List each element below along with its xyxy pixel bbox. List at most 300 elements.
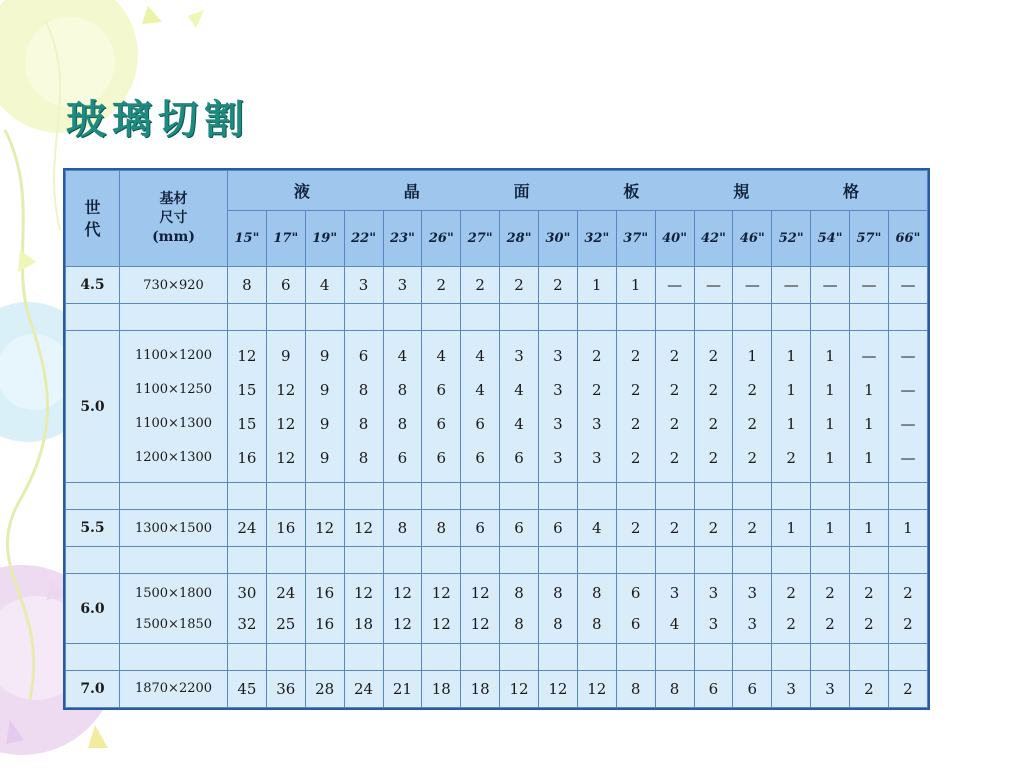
panel-count-value: 24 xyxy=(354,679,374,698)
panel-count-value: 30 xyxy=(237,583,257,602)
panel-count-value: 12 xyxy=(276,448,296,467)
empty-cell xyxy=(228,644,267,671)
panel-count-value: 2 xyxy=(669,414,680,433)
panel-count-value: 12 xyxy=(509,679,529,698)
material-header-line-3: (mm) xyxy=(152,229,195,245)
panel-count-value: 1 xyxy=(903,519,913,538)
panel-size-header: 26" xyxy=(422,211,461,267)
empty-cell xyxy=(888,644,927,671)
panel-size-header: 28" xyxy=(500,211,539,267)
panel-count-cell xyxy=(694,573,733,643)
panel-count-value: 2 xyxy=(669,380,680,399)
empty-cell xyxy=(383,547,422,574)
empty-cell xyxy=(228,547,267,574)
panel-count-value: 32 xyxy=(237,614,257,633)
generation-header-char-2: 代 xyxy=(84,219,101,239)
panel-count-value: 2 xyxy=(669,519,680,538)
empty-cell xyxy=(344,304,383,331)
panel-count-value: — xyxy=(861,346,877,365)
generation-row xyxy=(66,330,928,482)
panel-count-value: 2 xyxy=(903,679,913,698)
panel-count-value: 6 xyxy=(630,614,641,633)
panel-count-value: 1 xyxy=(825,448,835,467)
panel-count-value: 1 xyxy=(864,519,874,538)
panel-count-value: 8 xyxy=(242,276,252,295)
panel-count-value: 28 xyxy=(315,679,335,698)
empty-cell xyxy=(461,644,500,671)
panel-count-cell xyxy=(422,573,461,643)
empty-cell xyxy=(888,483,927,510)
empty-cell xyxy=(120,644,228,671)
panel-count-cell xyxy=(461,670,500,707)
panel-size-header: 40" xyxy=(655,211,694,267)
panel-count-value: 15 xyxy=(237,414,257,433)
panel-count-value: 6 xyxy=(358,346,369,365)
panel-count-value: 6 xyxy=(475,519,485,538)
panel-count-value: 3 xyxy=(747,614,758,633)
panel-count-value: 1 xyxy=(864,380,874,399)
generation-header xyxy=(66,171,120,267)
panel-count-value: 6 xyxy=(475,448,485,467)
panel-spec-char: 規 xyxy=(733,182,752,201)
panel-count-value: 12 xyxy=(237,346,257,365)
empty-cell xyxy=(694,644,733,671)
panel-count-cell xyxy=(383,510,422,547)
empty-cell xyxy=(500,644,539,671)
empty-cell xyxy=(305,644,344,671)
material-size-cell xyxy=(120,267,228,304)
empty-cell xyxy=(539,547,578,574)
deco-triangle xyxy=(18,250,36,272)
empty-cell xyxy=(266,483,305,510)
empty-cell xyxy=(539,304,578,331)
panel-count-value: 12 xyxy=(392,614,412,633)
panel-count-value: 1 xyxy=(864,448,874,467)
panel-count-cell xyxy=(266,510,305,547)
empty-cell xyxy=(422,304,461,331)
panel-count-cell xyxy=(500,267,539,304)
panel-size-header: 17" xyxy=(266,211,305,267)
panel-count-value: 2 xyxy=(786,448,796,467)
panel-count-cell xyxy=(655,510,694,547)
panel-count-value: 2 xyxy=(747,414,758,433)
panel-count-value: 8 xyxy=(514,614,524,633)
panel-count-value: 8 xyxy=(592,614,602,633)
panel-count-cell xyxy=(888,573,927,643)
panel-count-value: 2 xyxy=(630,519,641,538)
panel-count-cell xyxy=(383,573,422,643)
panel-size-header: 42" xyxy=(694,211,733,267)
panel-count-value: 8 xyxy=(669,679,680,698)
empty-cell xyxy=(850,304,889,331)
panel-count-value: 2 xyxy=(747,448,758,467)
panel-count-cell xyxy=(616,267,655,304)
empty-cell xyxy=(383,483,422,510)
panel-count-cell xyxy=(655,267,694,304)
panel-count-value: 12 xyxy=(587,679,607,698)
panel-count-value: 8 xyxy=(553,614,563,633)
panel-count-value: 3 xyxy=(669,583,680,602)
material-size-cell xyxy=(120,330,228,482)
panel-count-value: 8 xyxy=(592,583,602,602)
empty-cell xyxy=(772,483,811,510)
panel-count-value: 21 xyxy=(392,679,412,698)
panel-count-cell xyxy=(772,330,811,482)
panel-count-cell xyxy=(850,330,889,482)
panel-count-value: 25 xyxy=(276,614,296,633)
panel-count-value: 2 xyxy=(708,414,719,433)
panel-count-value: 16 xyxy=(315,614,335,633)
panel-count-value: 6 xyxy=(553,519,563,538)
panel-count-value: — xyxy=(744,276,760,295)
panel-count-value: 9 xyxy=(319,346,330,365)
panel-count-value: 4 xyxy=(319,276,330,295)
panel-count-value: 3 xyxy=(708,614,719,633)
panel-count-cell xyxy=(344,510,383,547)
panel-count-value: 3 xyxy=(553,414,563,433)
generation-row xyxy=(66,573,928,643)
empty-cell xyxy=(422,644,461,671)
panel-count-value: — xyxy=(783,276,799,295)
panel-count-value: 1 xyxy=(864,414,874,433)
empty-cell xyxy=(655,304,694,331)
empty-cell xyxy=(850,547,889,574)
panel-count-value: 6 xyxy=(747,679,758,698)
material-size-value: 1500×1850 xyxy=(134,616,213,632)
panel-count-value: 4 xyxy=(592,519,602,538)
panel-count-cell xyxy=(616,670,655,707)
panel-count-value: — xyxy=(667,276,683,295)
separator-row xyxy=(66,547,928,574)
panel-count-cell xyxy=(344,267,383,304)
separator-row xyxy=(66,483,928,510)
panel-count-value: 2 xyxy=(903,614,913,633)
panel-count-cell xyxy=(461,510,500,547)
panel-count-cell xyxy=(577,670,616,707)
panel-count-cell xyxy=(383,330,422,482)
empty-cell xyxy=(811,644,850,671)
panel-count-cell xyxy=(733,670,772,707)
generation-cell: 7.0 xyxy=(66,670,120,707)
panel-size-header: 32" xyxy=(577,211,616,267)
panel-count-cell xyxy=(383,670,422,707)
panel-size-header: 54" xyxy=(811,211,850,267)
empty-cell xyxy=(888,304,927,331)
panel-count-cell xyxy=(266,330,305,482)
panel-count-value: 1 xyxy=(592,276,602,295)
panel-count-value: 2 xyxy=(514,276,524,295)
panel-count-value: 2 xyxy=(825,614,835,633)
panel-count-cell xyxy=(266,670,305,707)
deco-triangle xyxy=(88,725,108,748)
empty-cell xyxy=(733,547,772,574)
panel-count-cell xyxy=(461,573,500,643)
material-size-cell xyxy=(120,510,228,547)
panel-count-cell xyxy=(811,670,850,707)
empty-cell xyxy=(577,547,616,574)
panel-count-value: 6 xyxy=(514,519,524,538)
panel-count-cell xyxy=(305,267,344,304)
empty-cell xyxy=(694,483,733,510)
panel-count-value: 12 xyxy=(392,583,412,602)
panel-count-value: 1 xyxy=(786,414,796,433)
panel-count-value: 3 xyxy=(553,448,563,467)
panel-count-value: 3 xyxy=(786,679,796,698)
separator-row xyxy=(66,644,928,671)
generation-cell: 4.5 xyxy=(66,267,120,304)
panel-count-value: 2 xyxy=(669,346,680,365)
panel-count-cell xyxy=(422,510,461,547)
material-size-value: 1100×1250 xyxy=(134,381,213,397)
panel-count-value: 6 xyxy=(708,679,719,698)
panel-count-cell xyxy=(577,573,616,643)
empty-cell xyxy=(655,483,694,510)
empty-cell xyxy=(811,304,850,331)
panel-count-value: 2 xyxy=(592,380,602,399)
panel-count-cell xyxy=(888,510,927,547)
panel-count-value: 6 xyxy=(436,380,447,399)
panel-count-cell xyxy=(694,510,733,547)
panel-count-cell xyxy=(344,670,383,707)
panel-count-cell xyxy=(266,573,305,643)
deco-triangle xyxy=(188,10,204,28)
panel-count-cell xyxy=(733,267,772,304)
empty-cell xyxy=(733,644,772,671)
panel-count-value: 1 xyxy=(825,380,835,399)
panel-count-cell xyxy=(888,330,927,482)
panel-size-header: 57" xyxy=(850,211,889,267)
panel-count-value: 18 xyxy=(470,679,490,698)
empty-cell xyxy=(66,644,120,671)
empty-cell xyxy=(616,304,655,331)
panel-count-cell xyxy=(733,573,772,643)
panel-count-value: 1 xyxy=(786,380,796,399)
deco-triangle xyxy=(142,6,162,24)
empty-cell xyxy=(616,644,655,671)
generation-row xyxy=(66,267,928,304)
panel-count-value: 2 xyxy=(903,583,913,602)
panel-size-header: 30" xyxy=(539,211,578,267)
panel-count-cell xyxy=(500,510,539,547)
empty-cell xyxy=(500,304,539,331)
material-size-cell xyxy=(120,670,228,707)
empty-cell xyxy=(461,304,500,331)
empty-cell xyxy=(344,644,383,671)
panel-count-value: 16 xyxy=(237,448,257,467)
panel-count-value: 8 xyxy=(630,679,641,698)
panel-count-value: 2 xyxy=(630,414,641,433)
lcd-panel-size-table xyxy=(65,170,928,708)
panel-count-value: 4 xyxy=(397,346,408,365)
panel-count-value: 16 xyxy=(276,519,296,538)
panel-count-cell xyxy=(888,670,927,707)
panel-count-value: 2 xyxy=(436,276,447,295)
material-size-value: 1200×1300 xyxy=(134,449,213,465)
panel-count-cell xyxy=(772,510,811,547)
panel-count-cell xyxy=(616,573,655,643)
panel-count-value: 2 xyxy=(553,276,563,295)
panel-count-value: 12 xyxy=(470,583,490,602)
panel-count-value: 6 xyxy=(436,414,447,433)
panel-count-value: 45 xyxy=(237,679,257,698)
empty-cell xyxy=(422,483,461,510)
panel-size-header: 22" xyxy=(344,211,383,267)
panel-count-value: 3 xyxy=(708,583,719,602)
panel-count-value: — xyxy=(822,276,838,295)
generation-cell: 5.0 xyxy=(66,330,120,482)
panel-count-value: 3 xyxy=(397,276,408,295)
material-size-value: 1100×1300 xyxy=(134,415,213,431)
panel-count-value: 1 xyxy=(747,346,758,365)
panel-count-cell xyxy=(228,267,267,304)
empty-cell xyxy=(772,644,811,671)
empty-cell xyxy=(66,304,120,331)
panel-count-value: 4 xyxy=(436,346,447,365)
panel-count-cell xyxy=(500,670,539,707)
panel-count-value: 2 xyxy=(864,614,874,633)
panel-count-value: 6 xyxy=(630,583,641,602)
panel-spec-char: 格 xyxy=(843,182,862,201)
panel-count-cell xyxy=(422,670,461,707)
empty-cell xyxy=(383,644,422,671)
generation-row xyxy=(66,510,928,547)
empty-cell xyxy=(733,483,772,510)
panel-count-value: — xyxy=(861,276,877,295)
panel-count-value: 1 xyxy=(825,519,835,538)
panel-count-cell xyxy=(655,330,694,482)
panel-count-cell xyxy=(577,510,616,547)
panel-count-value: 2 xyxy=(708,519,719,538)
panel-count-value: 9 xyxy=(281,346,291,365)
panel-count-value: 12 xyxy=(548,679,568,698)
empty-cell xyxy=(344,483,383,510)
panel-count-cell xyxy=(694,267,733,304)
panel-count-cell xyxy=(228,330,267,482)
panel-count-value: 24 xyxy=(237,519,257,538)
empty-cell xyxy=(66,483,120,510)
material-size-value: 1870×2200 xyxy=(134,681,213,697)
generation-header-char-1: 世 xyxy=(84,197,101,217)
empty-cell xyxy=(539,483,578,510)
panel-count-value: 2 xyxy=(864,679,874,698)
panel-count-cell xyxy=(422,267,461,304)
empty-cell xyxy=(422,547,461,574)
panel-count-value: 2 xyxy=(708,380,719,399)
empty-cell xyxy=(655,644,694,671)
glass-cutting-table xyxy=(63,168,930,710)
empty-cell xyxy=(66,547,120,574)
panel-count-cell xyxy=(655,670,694,707)
panel-count-cell xyxy=(811,573,850,643)
panel-count-value: 3 xyxy=(592,448,602,467)
panel-count-cell xyxy=(539,573,578,643)
material-header-line-2: 尺寸 xyxy=(159,210,188,226)
empty-cell xyxy=(305,304,344,331)
panel-count-value: 4 xyxy=(514,380,524,399)
panel-count-cell xyxy=(772,670,811,707)
panel-spec-header xyxy=(228,171,928,211)
panel-count-value: 2 xyxy=(708,346,719,365)
empty-cell xyxy=(305,547,344,574)
panel-count-value: 8 xyxy=(397,519,408,538)
panel-count-value: 3 xyxy=(592,414,602,433)
panel-count-value: — xyxy=(900,448,916,467)
material-size-header xyxy=(120,171,228,267)
empty-cell xyxy=(577,304,616,331)
panel-count-value: 4 xyxy=(475,346,485,365)
panel-count-cell xyxy=(811,330,850,482)
panel-count-value: 18 xyxy=(354,614,374,633)
panel-count-value: 9 xyxy=(319,380,330,399)
panel-count-cell xyxy=(733,330,772,482)
panel-count-value: 12 xyxy=(354,519,374,538)
panel-count-value: 8 xyxy=(436,519,447,538)
panel-count-cell xyxy=(850,267,889,304)
panel-count-cell xyxy=(305,573,344,643)
panel-count-cell xyxy=(733,510,772,547)
panel-count-value: 2 xyxy=(592,346,602,365)
empty-cell xyxy=(266,644,305,671)
empty-cell xyxy=(120,304,228,331)
empty-cell xyxy=(500,483,539,510)
panel-count-cell xyxy=(344,330,383,482)
empty-cell xyxy=(305,483,344,510)
panel-count-value: 3 xyxy=(825,679,835,698)
empty-cell xyxy=(733,304,772,331)
panel-count-cell xyxy=(577,267,616,304)
panel-count-value: 12 xyxy=(354,583,374,602)
empty-cell xyxy=(616,483,655,510)
empty-cell xyxy=(772,547,811,574)
empty-cell xyxy=(228,483,267,510)
panel-count-value: 1 xyxy=(825,414,835,433)
panel-count-cell xyxy=(228,670,267,707)
empty-cell xyxy=(577,644,616,671)
panel-count-value: — xyxy=(900,414,916,433)
panel-count-value: 1 xyxy=(786,346,796,365)
panel-count-value: 2 xyxy=(825,583,835,602)
material-size-value: 1300×1500 xyxy=(134,520,213,536)
panel-count-cell xyxy=(500,573,539,643)
separator-row xyxy=(66,304,928,331)
panel-size-header: 46" xyxy=(733,211,772,267)
panel-count-value: — xyxy=(900,276,916,295)
panel-count-value: 15 xyxy=(237,380,257,399)
panel-count-value: 8 xyxy=(397,414,408,433)
generation-row xyxy=(66,670,928,707)
panel-count-value: 12 xyxy=(276,380,296,399)
generation-cell: 5.5 xyxy=(66,510,120,547)
panel-size-header: 52" xyxy=(772,211,811,267)
panel-count-value: 1 xyxy=(630,276,641,295)
panel-count-value: 6 xyxy=(514,448,524,467)
panel-count-value: 3 xyxy=(358,276,369,295)
panel-spec-char: 晶 xyxy=(403,182,422,201)
panel-count-value: 4 xyxy=(669,614,680,633)
panel-count-value: 8 xyxy=(514,583,524,602)
panel-count-value: 6 xyxy=(475,414,485,433)
panel-size-header: 27" xyxy=(461,211,500,267)
panel-count-cell xyxy=(539,330,578,482)
panel-count-cell xyxy=(539,670,578,707)
panel-spec-char: 面 xyxy=(513,182,532,201)
panel-count-value: 3 xyxy=(514,346,524,365)
panel-count-value: 2 xyxy=(669,448,680,467)
panel-count-cell xyxy=(850,510,889,547)
empty-cell xyxy=(888,547,927,574)
panel-count-cell xyxy=(772,573,811,643)
panel-count-cell xyxy=(305,330,344,482)
